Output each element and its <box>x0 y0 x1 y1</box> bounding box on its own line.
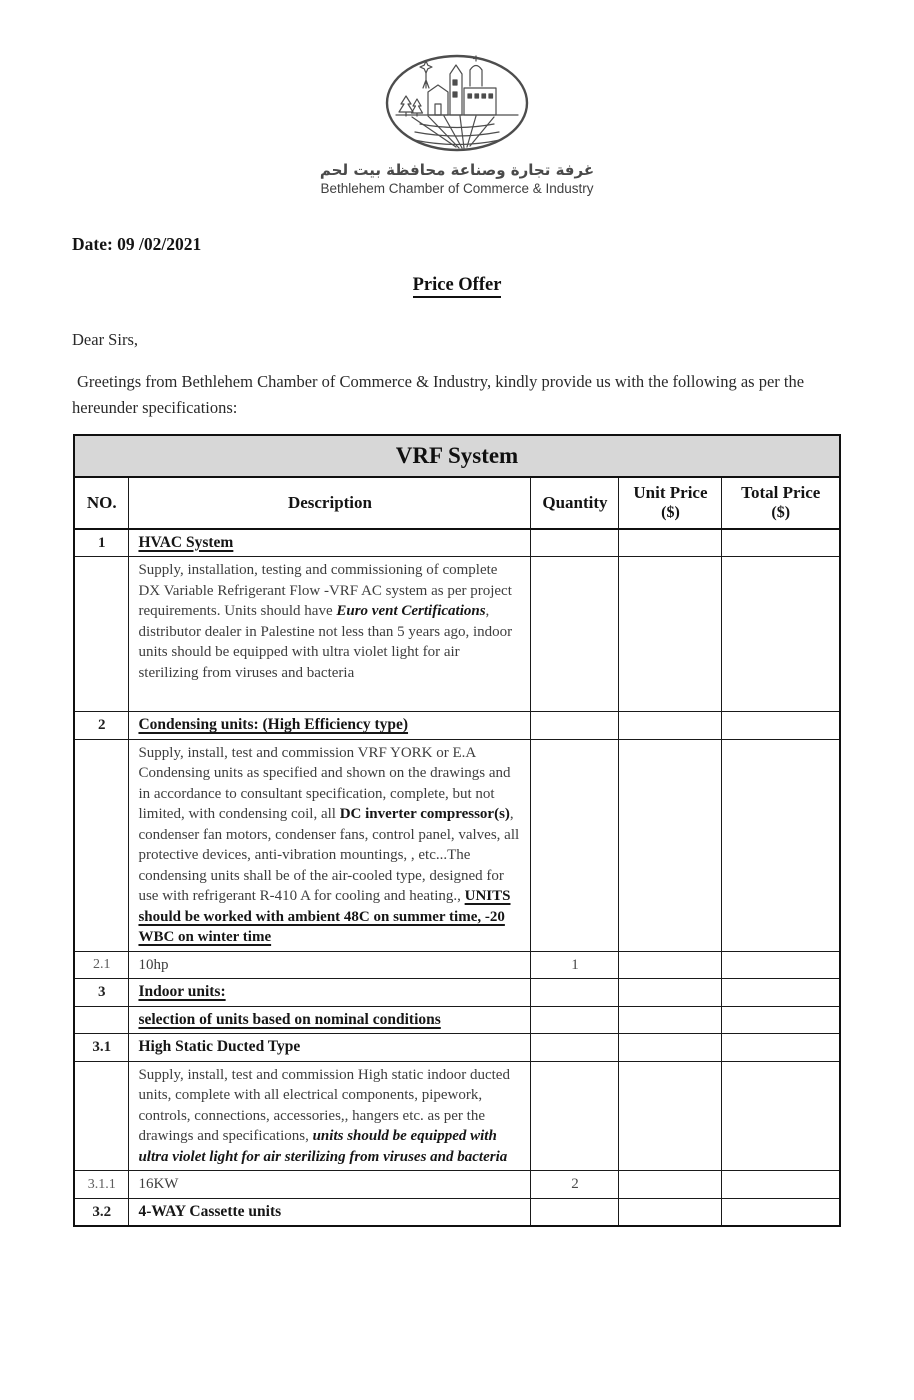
cell-description <box>129 1061 531 1171</box>
chamber-name-english: Bethlehem Chamber of Commerce & Industry <box>320 181 594 196</box>
chamber-name-arabic: غرفة تجارة وصناعة محافظة بيت لحم <box>319 161 595 179</box>
cell-description <box>129 1034 531 1062</box>
table-title: VRF System <box>74 435 840 477</box>
table-row <box>74 1061 840 1171</box>
cell-no: 2.1 <box>74 951 129 979</box>
cell-description <box>129 1006 531 1034</box>
price-offer-table <box>73 434 841 1228</box>
description-segment: , condenser fan motors, condenser fans, control panel, valves, all protective devices, anti-vibration mountings, , etc...The condensing units shall be of the air-cooled type, designed for use with refrigerant R-410 A for cooling and heating., <box>138 806 520 905</box>
table-row <box>74 979 840 1007</box>
cell-no <box>74 557 129 712</box>
header-unit-price-label: Unit Price <box>633 482 708 502</box>
cell-quantity <box>531 557 619 712</box>
table-row <box>74 739 840 951</box>
cell-no <box>74 1061 129 1171</box>
cell-unit-price <box>619 979 722 1007</box>
bethlehem-emblem-icon <box>382 52 532 156</box>
cell-no: 3.2 <box>74 1198 129 1226</box>
cell-description <box>129 979 531 1007</box>
cell-total-price <box>722 1006 840 1034</box>
cell-description <box>129 529 531 557</box>
table-title-row <box>74 435 840 477</box>
description-segment: , distributor dealer in Palestine not less than 5 years ago, indoor units should be equipped with ultra violet light for air sterilizing from viruses and bacteria <box>138 603 513 681</box>
cell-description <box>129 557 531 712</box>
cell-quantity <box>531 1034 619 1062</box>
intro-paragraph: Greetings from Bethlehem Chamber of Commerce & Industry, kindly provide us with the following as per the hereunder specifications: <box>72 372 805 417</box>
cell-total-price <box>722 557 840 712</box>
table-header-row <box>74 477 840 529</box>
cell-no: 3 <box>74 979 129 1007</box>
cell-quantity <box>531 979 619 1007</box>
document-title-text: Price Offer <box>413 275 502 298</box>
description-segment: 16KW <box>138 1176 179 1193</box>
description-segment: 10hp <box>138 956 169 973</box>
cell-description <box>129 1198 531 1226</box>
table-row <box>74 1034 840 1062</box>
document-title <box>0 275 914 296</box>
table-row <box>74 1171 840 1199</box>
cell-description <box>129 1171 531 1199</box>
cell-unit-price <box>619 1034 722 1062</box>
cell-description <box>129 951 531 979</box>
cell-no: 3.1 <box>74 1034 129 1062</box>
cell-no <box>74 1006 129 1034</box>
table-row <box>74 1006 840 1034</box>
cell-total-price <box>722 979 840 1007</box>
cell-description <box>129 712 531 740</box>
description-segment: Supply, installation, testing and commissioning of complete DX Variable Refrigerant Flow -VRF AC system as per project requirements. Units should have <box>138 562 512 620</box>
cell-total-price <box>722 1061 840 1171</box>
cell-total-price <box>722 712 840 740</box>
header-quantity: Quantity <box>531 477 619 529</box>
description-segment: Supply, install, test and commission High static indoor ducted units, complete with all electrical components, pipework, controls, connections, accessories,, hangers etc. as per the drawings and specifications, <box>138 1066 510 1145</box>
table-row <box>74 712 840 740</box>
cell-total-price <box>722 1034 840 1062</box>
cell-no: 3.1.1 <box>74 1171 129 1199</box>
header-unit-price-currency: ($) <box>661 504 680 522</box>
cell-quantity <box>531 529 619 557</box>
letterhead <box>0 0 914 196</box>
cell-unit-price <box>619 1171 722 1199</box>
cell-no: 1 <box>74 529 129 557</box>
cell-unit-price <box>619 951 722 979</box>
cell-description <box>129 739 531 951</box>
cell-quantity: 1 <box>531 951 619 979</box>
cell-unit-price <box>619 1198 722 1226</box>
cell-quantity: 2 <box>531 1171 619 1199</box>
cell-no: 2 <box>74 712 129 740</box>
description-segment: High Static Ducted Type <box>138 1038 301 1056</box>
header-total-price-label: Total Price <box>741 482 821 502</box>
description-segment: Indoor units: <box>138 983 226 1001</box>
description-segment: DC inverter compressor(s) <box>339 806 510 823</box>
cell-unit-price <box>619 739 722 951</box>
cell-total-price <box>722 1198 840 1226</box>
cell-total-price <box>722 1171 840 1199</box>
table-row <box>74 557 840 712</box>
cell-quantity <box>531 1198 619 1226</box>
header-total-price-currency: ($) <box>771 504 791 522</box>
cell-quantity <box>531 1061 619 1171</box>
description-segment: Supply, install, test and commission VRF YORK or E.A Condensing units as specified and shown on the drawings and in accordance to consultant specification, complete, but not limited, with condensing coil, all <box>138 744 511 823</box>
cell-total-price <box>722 739 840 951</box>
cell-quantity <box>531 712 619 740</box>
description-segment: HVAC System <box>138 533 234 551</box>
cell-unit-price <box>619 557 722 712</box>
description-segment: Condensing units: (High Efficiency type) <box>138 716 409 734</box>
cell-unit-price <box>619 712 722 740</box>
header-unit-price <box>619 477 722 529</box>
description-segment: 4-WAY Cassette units <box>138 1202 282 1220</box>
cell-unit-price <box>619 1006 722 1034</box>
date-text: Date: 09 /02/2021 <box>72 234 202 254</box>
header-no: NO. <box>74 477 129 529</box>
salutation-text: Dear Sirs, <box>72 330 138 349</box>
cell-quantity <box>531 1006 619 1034</box>
table-row <box>74 1198 840 1226</box>
table-row <box>74 951 840 979</box>
cell-total-price <box>722 529 840 557</box>
cell-total-price <box>722 951 840 979</box>
table-row <box>74 529 840 557</box>
description-segment: UNITS should be worked with ambient 48C on summer time, -20 WBC on winter time <box>138 888 511 946</box>
description-segment: Euro vent Certifications <box>336 603 486 620</box>
cell-unit-price <box>619 529 722 557</box>
header-description: Description <box>129 477 531 529</box>
description-segment: selection of units based on nominal conditions <box>138 1010 441 1028</box>
description-segment: units should be equipped with ultra violet light for air sterilizing from viruses and bacteria <box>138 1128 508 1165</box>
cell-quantity <box>531 739 619 951</box>
cell-no <box>74 739 129 951</box>
cell-unit-price <box>619 1061 722 1171</box>
header-total-price <box>722 477 840 529</box>
